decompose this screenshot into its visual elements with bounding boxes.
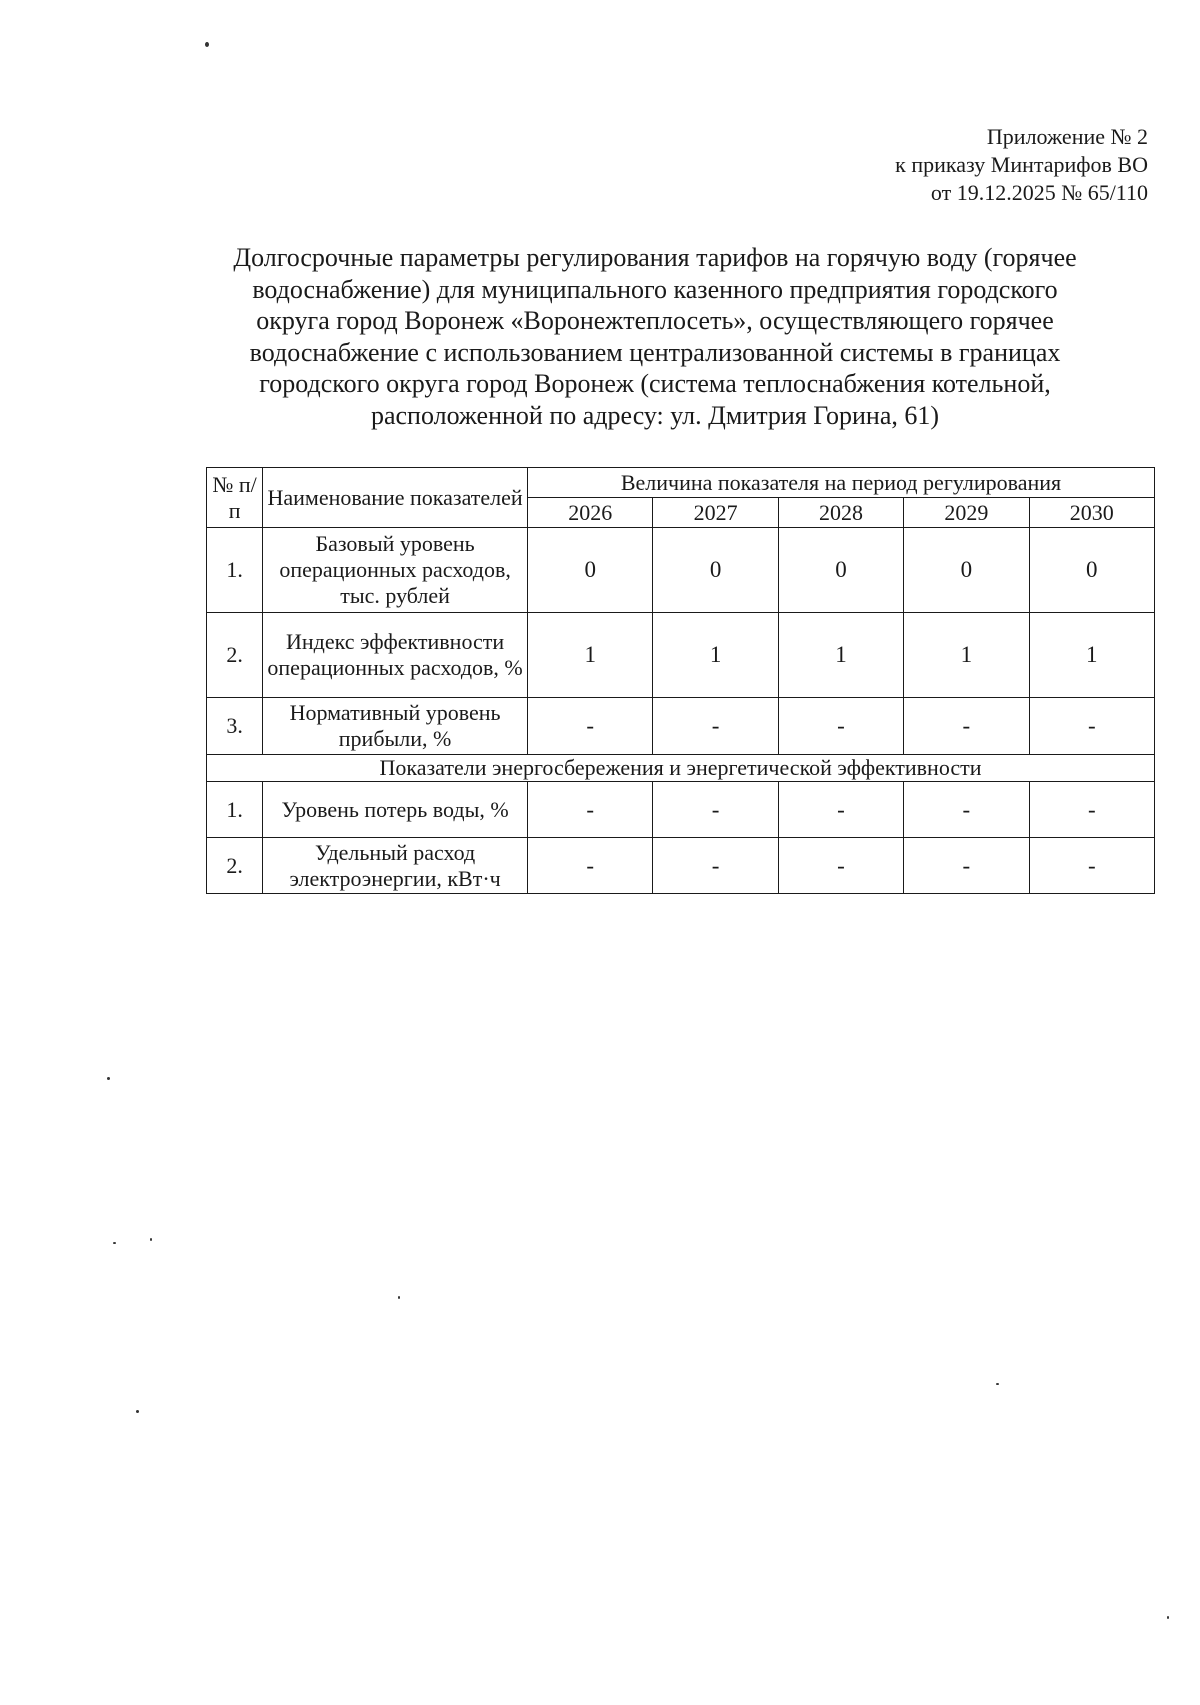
row-value: 0 <box>1029 528 1154 613</box>
header-number: № п/п <box>207 468 263 528</box>
row-value: - <box>904 838 1029 894</box>
title-line: водоснабжение) для муниципального казенного предприятия городского <box>252 274 1058 304</box>
section-title: Показатели энергосбережения и энергетической эффективности <box>207 755 1155 782</box>
appendix-order-date: от 19.12.2025 № 65/110 <box>930 180 1148 205</box>
row-value: - <box>528 782 653 838</box>
scan-speck <box>107 1077 110 1080</box>
row-value: 0 <box>778 528 903 613</box>
header-period: Величина показателя на период регулирования <box>528 468 1155 498</box>
table-row <box>207 782 1155 838</box>
row-number: 2. <box>207 613 263 698</box>
header-year: 2028 <box>778 498 903 528</box>
row-number: 1. <box>207 782 263 838</box>
scan-speck <box>398 1296 400 1299</box>
row-value: - <box>904 698 1029 755</box>
row-value: 0 <box>904 528 1029 613</box>
row-name: Удельный расход электроэнергии, кВт·ч <box>263 838 528 894</box>
row-value: - <box>1029 782 1154 838</box>
parameters-table <box>206 467 1155 894</box>
row-value: - <box>653 838 778 894</box>
appendix-number: Приложение № 2 <box>986 124 1148 149</box>
title-line: водоснабжение с использованием централизованной системы в границах <box>249 337 1061 367</box>
title-line: Долгосрочные параметры регулирования тарифов на горячую воду (горячее <box>233 243 1077 272</box>
row-value: - <box>778 838 903 894</box>
row-value: 1 <box>653 613 778 698</box>
document-title <box>205 242 1105 431</box>
row-value: 0 <box>528 528 653 613</box>
row-value: - <box>778 698 903 755</box>
appendix-block <box>728 123 1148 207</box>
row-value: - <box>653 782 778 838</box>
title-line: городского округа город Воронеж (система теплоснабжения котельной, <box>259 369 1051 398</box>
row-value: - <box>904 782 1029 838</box>
row-number: 2. <box>207 838 263 894</box>
row-value: 1 <box>1029 613 1154 698</box>
row-value: - <box>778 782 903 838</box>
row-name: Индекс эффективности операционных расходов, % <box>263 613 528 698</box>
row-value: - <box>1029 698 1154 755</box>
header-name: Наименование показателей <box>263 468 528 528</box>
appendix-order-ref: к приказу Минтарифов ВО <box>895 152 1148 177</box>
scan-speck <box>136 1410 139 1413</box>
scan-speck <box>1167 1616 1169 1619</box>
header-year: 2027 <box>653 498 778 528</box>
header-year: 2029 <box>904 498 1029 528</box>
row-value: - <box>1029 838 1154 894</box>
row-value: 1 <box>904 613 1029 698</box>
row-name: Нормативный уровень прибыли, % <box>263 698 528 755</box>
header-year: 2030 <box>1029 498 1154 528</box>
scan-speck <box>113 1242 116 1244</box>
row-name: Уровень потерь воды, % <box>263 782 528 838</box>
title-line: расположенной по адресу: ул. Дмитрия Горина, 61) <box>370 400 940 430</box>
row-value: 1 <box>528 613 653 698</box>
row-value: - <box>528 698 653 755</box>
row-number: 1. <box>207 528 263 613</box>
scan-speck <box>150 1238 152 1241</box>
row-number: 3. <box>207 698 263 755</box>
scan-speck <box>205 42 209 47</box>
title-line: округа город Воронеж «Воронежтеплосеть», осуществляющего горячее <box>256 306 1054 335</box>
row-value: - <box>528 838 653 894</box>
row-name: Базовый уровень операционных расходов, тыс. рублей <box>263 528 528 613</box>
scan-speck <box>996 1383 999 1385</box>
header-year: 2026 <box>528 498 653 528</box>
row-value: 0 <box>653 528 778 613</box>
row-value: - <box>653 698 778 755</box>
table-row <box>207 838 1155 894</box>
table-row <box>207 613 1155 698</box>
table-row <box>207 698 1155 755</box>
table-section-row <box>207 755 1155 782</box>
table-row <box>207 528 1155 613</box>
row-value: 1 <box>778 613 903 698</box>
table-header-row <box>207 468 1155 498</box>
